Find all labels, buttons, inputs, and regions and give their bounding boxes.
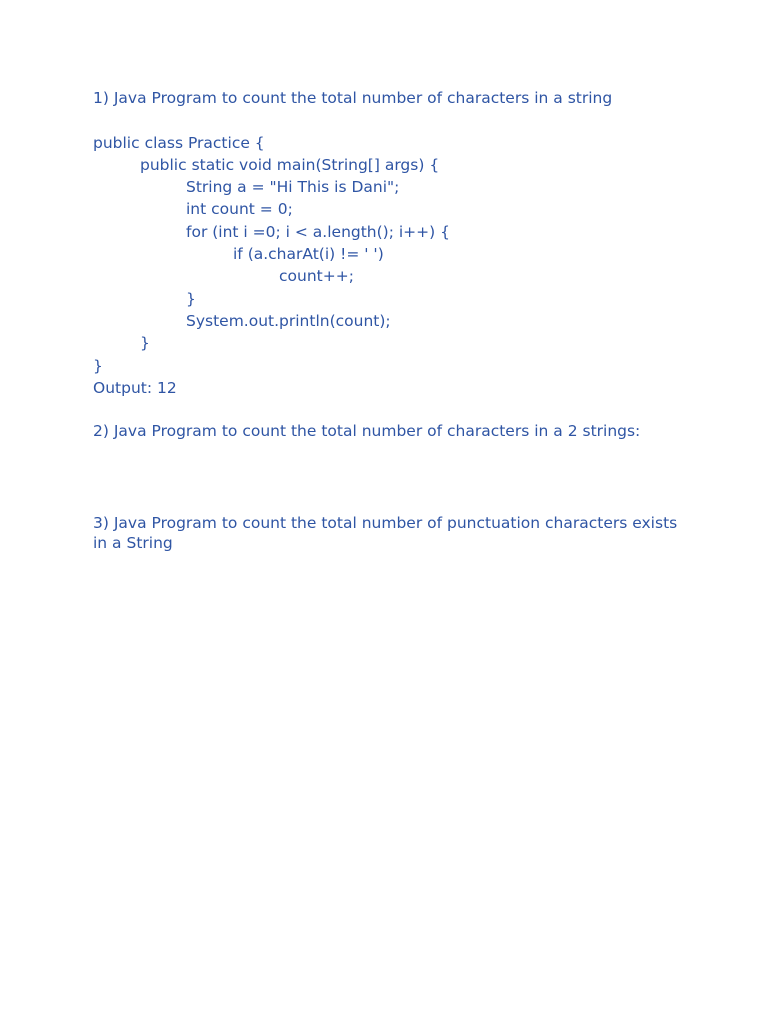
document-body [93, 87, 693, 553]
code-line-4: int count = 0; [186, 200, 293, 219]
code-line-3: String a = "Hi This is Dani"; [186, 178, 400, 197]
spacer [93, 443, 693, 513]
code-line-5: for (int i =0; i < a.length(); i++) { [186, 222, 450, 241]
code-line-10: } [140, 334, 150, 353]
code-line-8: } [186, 289, 196, 308]
section3-title: 3) Java Program to count the total number of punctuation characters exists in a String [93, 514, 678, 553]
spacer [93, 109, 693, 131]
code-line-1: public class Practice { [93, 133, 265, 152]
code-line-11: } [93, 356, 103, 375]
section1-output: Output: 12 [93, 378, 177, 397]
code-line-6: if (a.charAt(i) != ' ') [233, 245, 384, 264]
section2-title: 2) Java Program to count the total number of characters in a 2 strings: [93, 422, 641, 441]
code-line-7: count++; [279, 267, 354, 286]
code-line-2: public static void main(String[] args) { [140, 155, 440, 174]
section1-title: 1) Java Program to count the total number of characters in a string [93, 89, 613, 107]
spacer [93, 399, 693, 421]
code-line-9: System.out.println(count); [186, 311, 391, 330]
